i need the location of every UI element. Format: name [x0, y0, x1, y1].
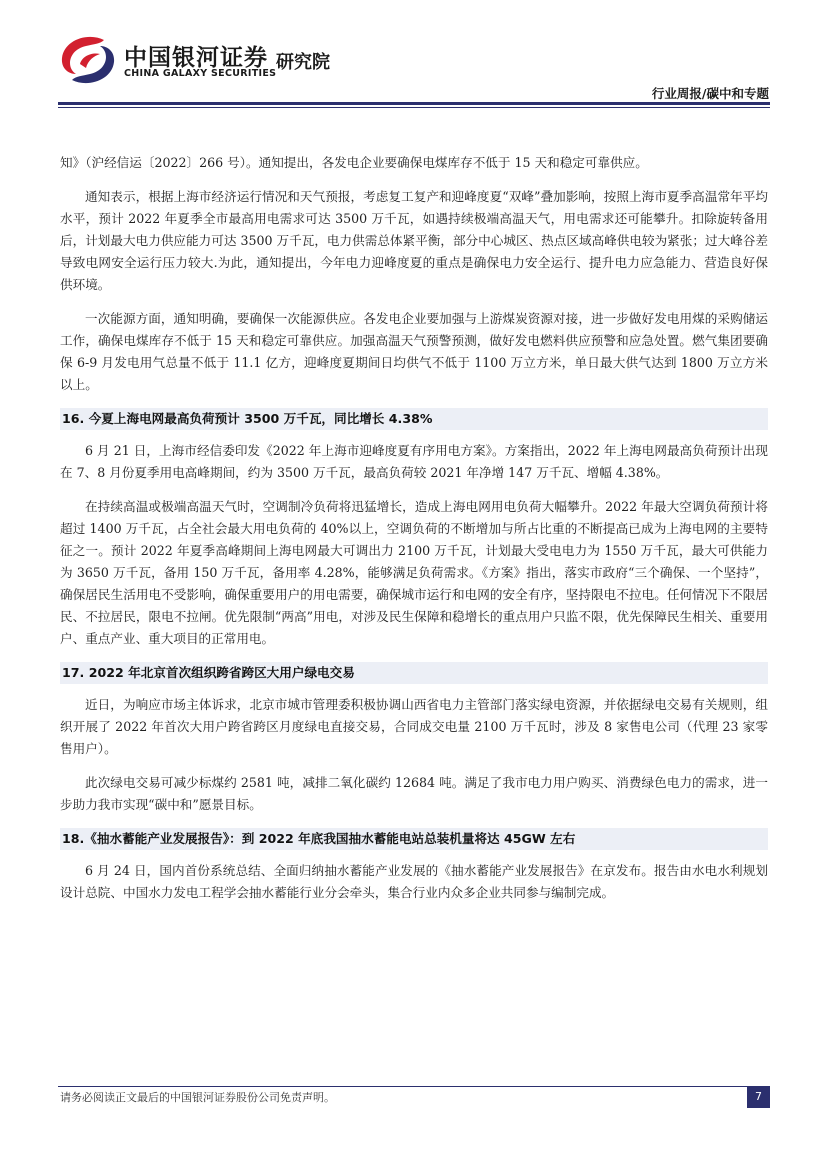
- footer-divider: [58, 1086, 770, 1087]
- paragraph: 6 月 24 日，国内首份系统总结、全面归纳抽水蓄能产业发展的《抽水蓄能产业发展报告》在京发布。报告由水电水利规划设计总院、中国水力发电工程学会抽水蓄能行业分会牵头，集合行业内众多企业共同参与编制完成。: [60, 863, 768, 900]
- paragraph: 一次能源方面，通知明确，要确保一次能源供应。各发电企业要加强与上游煤炭资源对接，进一步做好发电用煤的采购储运工作，确保电煤库存不低于 15 天和稳定可靠供应。加强高温天气预警预测，做好发电燃料供应预警和应急处置。燃气集团要确保 6-9 月发电用气总量不低于 11.1 亿方，迎峰度夏期间日均供气不低于 1100 万立方米，单日最大供气达到 1800 万立方米以上。: [60, 311, 768, 392]
- paragraph: 近日，为响应市场主体诉求，北京市城市管理委积极协调山西省电力主管部门落实绿电资源，并依据绿电交易有关规则，组织开展了 2022 年首次大用户跨省跨区月度绿电直接交易，合同成交电量 2100 万千瓦时，涉及 8 家售电公司（代理 23 家零售用户）。: [60, 697, 768, 756]
- paragraph: 此次绿电交易可减少标煤约 2581 吨，减排二氧化碳约 12684 吨。满足了我市电力用户购买、消费绿色电力的需求，进一步助力我市实现“碳中和”愿景目标。: [60, 775, 768, 812]
- report-body: [60, 152, 768, 916]
- section-heading-16: 16. 今夏上海电网最高负荷预计 3500 万千瓦，同比增长 4.38%: [60, 408, 768, 430]
- paragraph: 通知表示，根据上海市经济运行情况和天气预报，考虑复工复产和迎峰度夏“双峰”叠加影响，按照上海市夏季高温常年平均水平，预计 2022 年夏季全市最高用电需求可达 3500 万千瓦，如遇持续极端高温天气，用电需求还可能攀升。扣除旋转备用后，计划最大电力供应能力可达 3500 万千瓦，电力供需总体紧平衡，部分中心城区、热点区域高峰供电较为紧张；过大峰谷差导致电网安全运行压力较大.为此，通知提出，今年电力迎峰度夏的重点是确保电力安全运行、提升电力应急能力、营造良好保供环境。: [60, 189, 768, 292]
- brand-name-cn: 中国银河证券: [124, 45, 268, 71]
- paragraph: 在持续高温或极端高温天气时，空调制冷负荷将迅猛增长，造成上海电网用电负荷大幅攀升。2022 年最大空调负荷预计将超过 1400 万千瓦，占全社会最大用电负荷的 40%以上，空调负荷的不断增加与所占比重的不断提高已成为上海电网的主要特征之一。预计 2022 年夏季高峰期间上海电网最大可调出力 2100 万千瓦，计划最大受电电力为 1550 万千瓦，最大可供能力为 3650 万千瓦，备用 150 万千瓦，备用率 4.28%，能够满足负荷需求。《方案》指出，落实市政府“三个确保、一个坚持”，确保居民生活用电不受影响，确保重要用户的用电需要，确保城市运行和电网的安全有序，坚持限电不拉电。任何情况下不限居民、不拉居民，限电不拉闸。优先限制“两高”用电，对涉及民生保障和稳增长的重点用户只监不限，优先保障民生相关、重要用户、重点产业、重大项目的正常用电。: [60, 499, 768, 646]
- paragraph: 6 月 21 日，上海市经信委印发《2022 年上海市迎峰度夏有序用电方案》。方案指出，2022 年上海电网最高负荷预计出现在 7、8 月份夏季用电高峰期间，约为 3500 万千瓦，最高负荷较 2021 年净增 147 万千瓦、增幅 4.38%。: [60, 443, 768, 480]
- brand-name-en: CHINA GALAXY SECURITIES: [124, 68, 277, 79]
- header-divider-thin: [58, 107, 770, 108]
- page-number: 7: [747, 1086, 770, 1108]
- header-divider: [58, 102, 770, 105]
- china-galaxy-logo-icon: [58, 34, 118, 86]
- paragraph: 知》（沪经信运〔2022〕266 号）。通知提出，各发电企业要确保电煤库存不低于 15 天和稳定可靠供应。: [60, 155, 648, 170]
- page-header: [0, 0, 827, 105]
- disclaimer-text: 请务必阅读正文最后的中国银河证券股份公司免责声明。: [60, 1091, 335, 1104]
- section-heading-18: 18.《抽水蓄能产业发展报告》：到 2022 年底我国抽水蓄能电站总装机量将达 45GW 左右: [60, 828, 768, 850]
- section-heading-17: 17. 2022 年北京首次组织跨省跨区大用户绿电交易: [60, 662, 768, 684]
- institute-label: 研究院: [276, 52, 330, 73]
- report-tag: 行业周报/碳中和专题: [651, 86, 769, 101]
